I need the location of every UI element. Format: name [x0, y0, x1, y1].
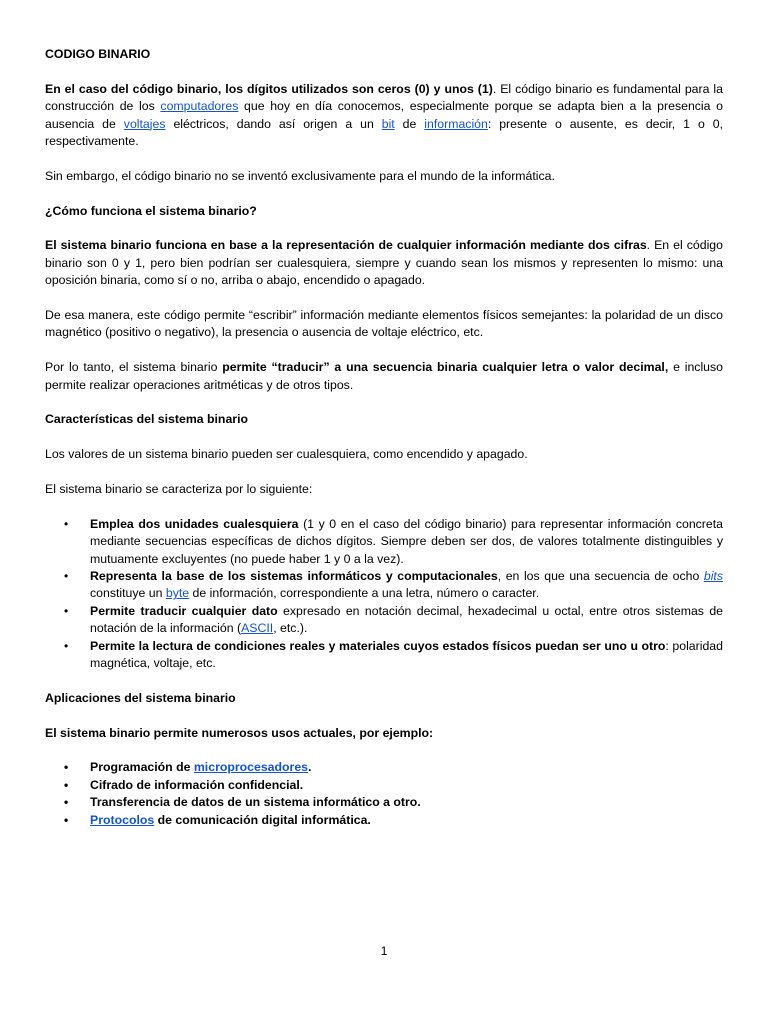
paragraph-sin-embargo: Sin embargo, el código binario no se inventó exclusivamente para el mundo de la informática. — [45, 168, 555, 183]
feature-text: expresado en notación decimal, hexadecimal u octal, entre otros sistemas de notación de la información ( — [90, 603, 723, 636]
document-title: CODIGO BINARIO — [45, 47, 151, 61]
paragraph-escribir: De esa manera, este código permite “escribir” información mediante elementos físicos semejantes: la polaridad de un disco magnético (positivo o negativo), la presencia o ausencia de voltaje eléctrico, etc. — [45, 308, 723, 340]
list-item — [45, 603, 723, 638]
feature-text: constituye un — [90, 586, 166, 601]
applications-list — [45, 759, 723, 829]
paragraph-traducir — [45, 359, 723, 394]
bullet-icon: • — [64, 603, 69, 618]
bullet-icon: • — [64, 777, 69, 792]
traducir-text-1: Por lo tanto, el sistema binario — [45, 360, 223, 375]
intro-text-4: de — [394, 116, 425, 131]
heading-como-funciona: ¿Cómo funciona el sistema binario? — [45, 203, 257, 218]
list-item — [45, 568, 723, 603]
features-list — [45, 516, 723, 673]
traducir-text-2: e incluso permite realizar operaciones aritméticas y de otros tipos. — [45, 360, 724, 392]
paragraph-funcionamiento — [45, 237, 723, 289]
application-text: Programación de — [90, 760, 194, 775]
feature-bold-text: Permite la lectura de condiciones reales y materiales cuyos estados físicos puedan ser uno u otro — [90, 638, 666, 653]
heading-caracteristicas: Características del sistema binario — [45, 412, 248, 427]
link-byte[interactable]: byte — [165, 586, 190, 601]
intro-text-5: : presente o ausente, es decir, 1 o 0, respectivamente. — [45, 116, 723, 149]
list-item — [45, 759, 723, 776]
link-ascii[interactable]: ASCII — [241, 621, 274, 636]
application-text: de comunicación digital informática. — [154, 812, 371, 827]
paragraph-valores: Los valores de un sistema binario pueden ser cualesquiera, como encendido y apagado. — [45, 447, 528, 462]
link-microprocesadores[interactable]: microprocesadores — [193, 760, 309, 775]
list-item — [45, 812, 723, 829]
link-voltajes[interactable]: voltajes — [123, 116, 166, 131]
paragraph-caracteriza: El sistema binario se caracteriza por lo siguiente: — [45, 482, 313, 497]
feature-text: (1 y 0 en el caso del código binario) para representar información concreta mediante secuencias específicas de dichos dígitos. Siempre deben ser dos, de valores totalmente distinguibles y mutuamente excluyentes (no puede haber 1 y 0 a la vez). — [90, 516, 723, 566]
bullet-icon: • — [64, 638, 69, 653]
intro-text-3: eléctricos, dando así origen a un — [165, 116, 382, 131]
feature-bold-text: Permite traducir cualquier dato — [90, 603, 278, 618]
application-text: Cifrado de información confidencial. — [90, 777, 304, 792]
paragraph-usos: El sistema binario permite numerosos usos actuales, por ejemplo: — [45, 725, 434, 740]
list-item — [45, 638, 723, 673]
feature-text: , etc.). — [273, 621, 308, 636]
application-text: Transferencia de datos de un sistema informático a otro. — [90, 795, 421, 810]
bullet-icon: • — [64, 795, 69, 810]
link-protocolos[interactable]: Protocolos — [90, 812, 155, 827]
application-text: . — [308, 760, 312, 775]
list-item — [45, 794, 723, 811]
intro-text-1: . El código binario es fundamental para la construcción de los — [45, 81, 723, 114]
link-bit[interactable]: bit — [381, 116, 395, 131]
traducir-bold-text: permite “traducir” a una secuencia binaria cualquier letra o valor decimal, — [222, 360, 669, 375]
bullet-icon: • — [64, 569, 69, 584]
intro-bold-text: En el caso del código binario, los dígitos utilizados son ceros (0) y unos (1) — [45, 81, 493, 96]
bullet-icon: • — [64, 812, 69, 827]
feature-bold-text: Representa la base de los sistemas informáticos y computacionales — [90, 569, 498, 584]
heading-aplicaciones: Aplicaciones del sistema binario — [45, 690, 236, 705]
funcionamiento-bold-text: El sistema binario funciona en base a la representación de cualquier información mediante dos cifras — [45, 238, 647, 253]
funcionamiento-text: . En el código binario son 0 y 1, pero bien podrían ser cualesquiera, siempre y cuando sean los mismos y representen lo mismo: una oposición binaria, como sí o no, arriba o abajo, encendido o apagado. — [45, 238, 723, 288]
page-number: 1 — [380, 944, 388, 958]
link-informacion[interactable]: información — [424, 116, 488, 131]
link-bits[interactable]: bits — [703, 569, 723, 584]
feature-text: , en los que una secuencia de ocho — [497, 569, 704, 584]
feature-text: de información, correspondiente a una letra, número o caracter. — [189, 586, 540, 601]
feature-text: : polaridad magnética, voltaje, etc. — [90, 638, 723, 671]
list-item — [45, 516, 723, 568]
intro-text-2: que hoy en día conocemos, especialmente porque se adapta bien a la presencia o ausencia de — [45, 99, 724, 131]
feature-bold-text: Emplea dos unidades cualesquiera — [90, 516, 299, 531]
link-computadores[interactable]: computadores — [160, 99, 239, 114]
bullet-icon: • — [64, 760, 69, 775]
list-item — [45, 777, 723, 794]
bullet-icon: • — [64, 516, 69, 531]
intro-paragraph — [45, 81, 723, 151]
